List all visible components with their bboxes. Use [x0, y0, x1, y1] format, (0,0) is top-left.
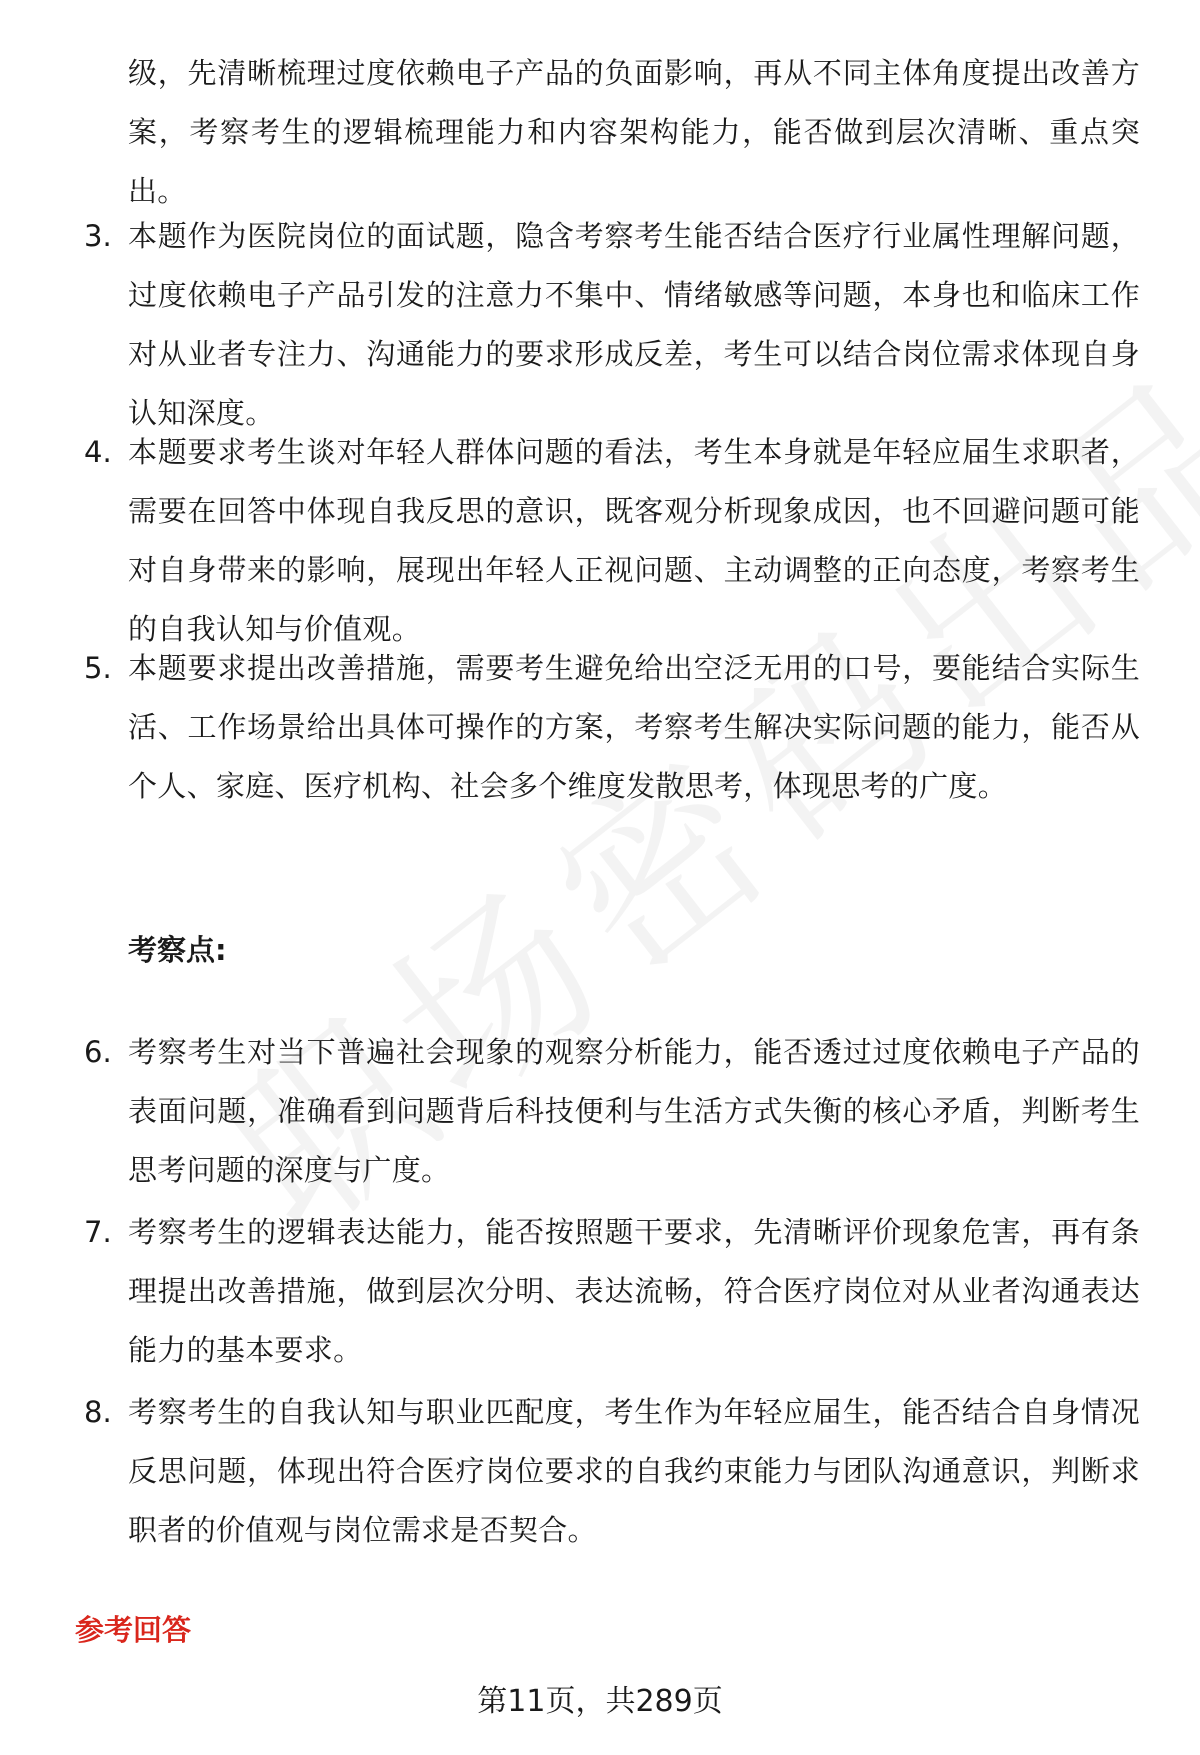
- reference-answer-heading: 参考回答: [75, 1613, 192, 1647]
- assessment-item-7: [84, 1203, 1140, 1380]
- list-item-text: 考察考生对当下普遍社会现象的观察分析能力，能否透过过度依赖电子产品的表面问题，准确看到问题背后科技便利与生活方式失衡的核心矛盾，判断考生思考问题的深度与广度。: [128, 1035, 1140, 1187]
- list-item-text: 本题作为医院岗位的面试题，隐含考察考生能否结合医疗行业属性理解问题，过度依赖电子产品引发的注意力不集中、情绪敏感等问题，本身也和临床工作对从业者专注力、沟通能力的要求形成反差，考生可以结合岗位需求体现自身认知深度。: [128, 219, 1140, 430]
- list-item-text: 考察考生的逻辑表达能力，能否按照题干要求，先清晰评价现象危害，再有条理提出改善措施，做到层次分明、表达流畅，符合医疗岗位对从业者沟通表达能力的基本要求。: [128, 1215, 1140, 1367]
- intro-continuation-paragraph: 级，先清晰梳理过度依赖电子产品的负面影响，再从不同主体角度提出改善方案，考察考生的逻辑梳理能力和内容架构能力，能否做到层次清晰、重点突出。: [128, 56, 1140, 208]
- list-item-text: 本题要求提出改善措施，需要考生避免给出空泛无用的口号，要能结合实际生活、工作场景给出具体可操作的方案，考察考生解决实际问题的能力，能否从个人、家庭、医疗机构、社会多个维度发散思考，体现思考的广度。: [128, 651, 1140, 803]
- list-number: 6.: [84, 1035, 112, 1069]
- list-number: 3.: [84, 219, 112, 253]
- list-number: 4.: [84, 435, 112, 469]
- list-number: 8.: [84, 1395, 112, 1429]
- assessment-item-8: [84, 1383, 1140, 1560]
- list-item-text: 考察考生的自我认知与职业匹配度，考生作为年轻应届生，能否结合自身情况反思问题，体现出符合医疗岗位要求的自我约束能力与团队沟通意识，判断求职者的价值观与岗位需求是否契合。: [128, 1395, 1140, 1547]
- list-item-text: 本题要求考生谈对年轻人群体问题的看法，考生本身就是年轻应届生求职者，需要在回答中体现自我反思的意识，既客观分析现象成因，也不回避问题可能对自身带来的影响，展现出年轻人正视问题、主动调整的正向态度，考察考生的自我认知与价值观。: [128, 435, 1140, 646]
- list-number: 5.: [84, 651, 112, 685]
- assessment-heading: 考察点:: [128, 933, 227, 967]
- analysis-item-4: [84, 423, 1140, 659]
- list-number: 7.: [84, 1215, 112, 1249]
- analysis-item-5: [84, 639, 1140, 816]
- page-number: 第11页，共289页: [477, 1684, 723, 1719]
- assessment-item-6: [84, 1023, 1140, 1200]
- analysis-item-3: [84, 207, 1140, 443]
